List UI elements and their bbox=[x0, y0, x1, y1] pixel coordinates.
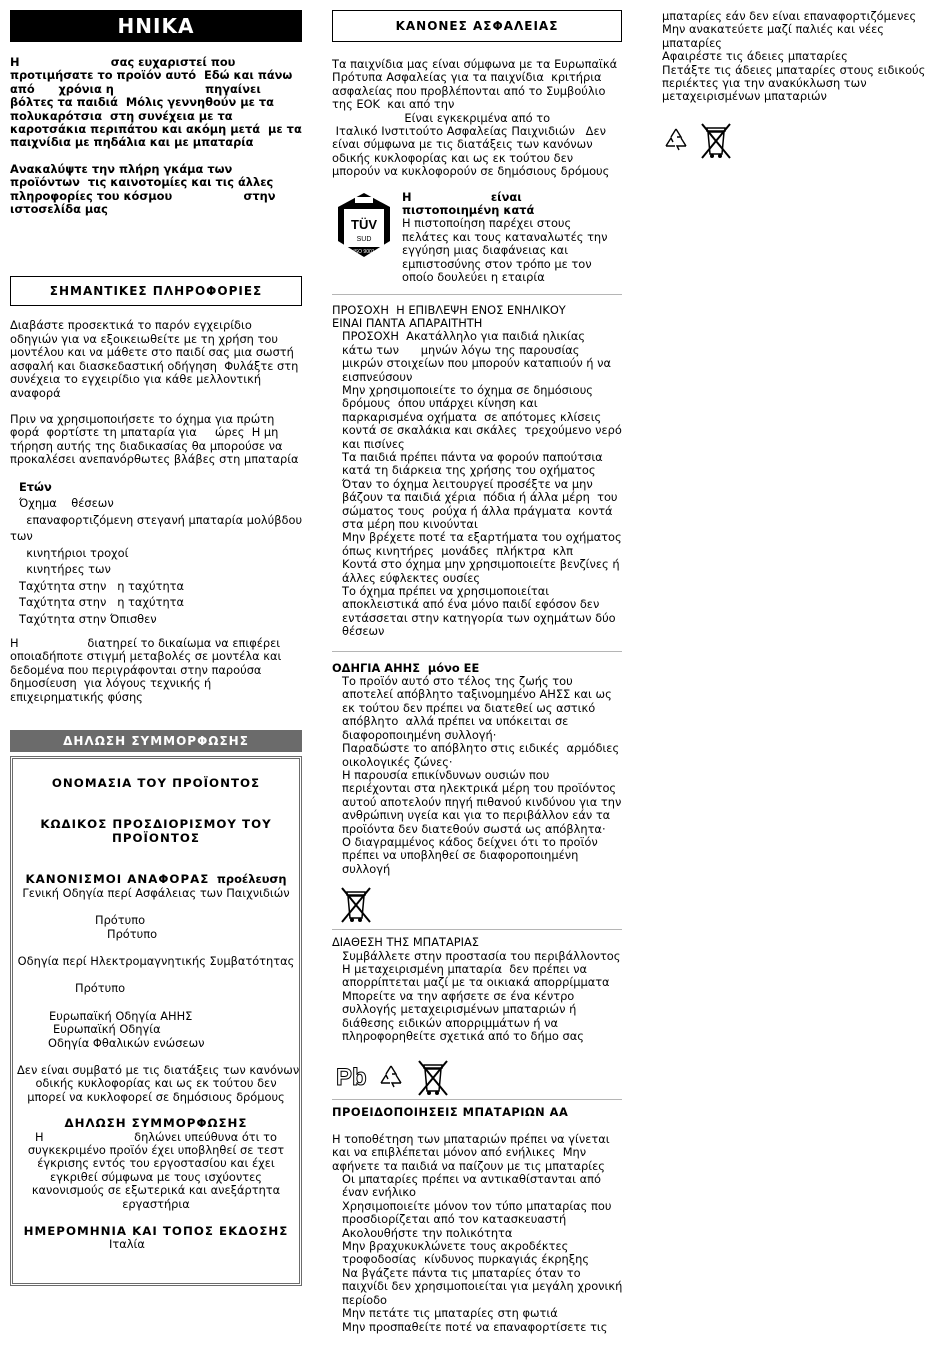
tuv-logo bbox=[332, 191, 402, 285]
page-title: ΗΝΙΚΑ bbox=[10, 10, 302, 42]
regulations-heading: ΚΑΝΟΝΙΣΜΟΙ ΑΝΑΦΟΡΑΣ προέλευση bbox=[25, 872, 287, 887]
important-info-heading: ΣΗΜΑΝΤΙΚΕΣ ΠΛΗΡΟΦΟΡΙΕΣ bbox=[10, 276, 302, 306]
discover-paragraph: Ανακαλύψτε την πλήρη γκάμα των προϊόντων τις καινοτομίες και τις άλλες πληροφορίες του κόσμου στην ιστοσελίδα μας bbox=[10, 161, 276, 217]
certification-text: Η είναι πιστοποιημένη κατά Η πιστοποίηση παρέχει στους πελάτες και τους καταναλωτές την εγγύηση μιας διαφάνειας και εμπιστοσύνης στον τρόπο με τον οποίο δουλεύει η εταιρία bbox=[402, 189, 608, 285]
svg-text:TÜV: TÜV bbox=[351, 216, 377, 232]
important-paragraph-1: Διαβάστε προσεκτικά το παρόν εγχειρίδιο οδηγιών για να εξοικειωθείτε με τη χρήση του μοντέλου και να μάθετε στο παιδί σας μια σωστή ασφαλή και διασκεδαστική οδήγηση Φυλάξτε στη συνέχεια το εγχειρίδιο για κάθε μελλοντική αναφορά bbox=[10, 318, 299, 400]
svg-text:SUD: SUD bbox=[356, 235, 372, 243]
disposal-icons bbox=[332, 1057, 622, 1097]
column-left bbox=[10, 10, 302, 1286]
safety-rules-heading: ΚΑΝΟΝΕΣ ΑΣΦΑΛΕΙΑΣ bbox=[332, 10, 622, 42]
battery-disposal-list: Συμβάλλετε στην προστασία του περιβάλλοντος Η μεταχειρισμένη μπαταρία δεν πρέπει να απορρίπτεται μαζί με τα οικιακά απορρίμματα Μπορείτε να την αφήσετε σε ένα κέντρο συλλογής μεταχειρισμένων μπαταριών ή διάθεσης ειδικών απορριμμάτων ή να πληροφορηθείτε σχετικά από το δήμο σας bbox=[342, 948, 621, 1043]
divider bbox=[332, 1099, 622, 1100]
specifications-list: Ετών Όχημα θέσεων επαναφορτιζόμενη στεγανή μπαταρία μολύβδου των κινητήριοι τροχοί κινητήρες των Ταχύτητα στην η ταχύτητα Ταχύτητα στην η ταχύτητα Ταχύτητα στην Όπισθεν bbox=[10, 479, 303, 626]
aa-battery-section: ΠΡΟΕΙΔΟΠΟΙΗΣΕΙΣ ΜΠΑΤΑΡΙΩΝ ΑΑ Η τοποθέτηση των μπαταριών πρέπει να γίνεται και να επιβλέπεται μόνον από ενήλικες Μην αφήνετε τα παιδιά να παίζουν με τις μπαταρίες Οι μπαταρίες πρέπει να αντικαθίστανται από έναν ενήλικο Χρησιμοποιείτε μόνον τον τύπο μπαταρίας που προσδιορίζεται από τον κατασκευαστή Ακολουθήστε την πολικότητα Μην βραχυκυκλώνετε τους ακροδέκτες τροφοδοσίας κίνδυνος πυρκαγιάς έκρηξης Να βγάζετε πάντα τις μπαταρίες όταν το παιχνίδι δεν χρησιμοποιείται για μεγάλη χρονική περίοδο Μην πετάτε τις μπαταρίες στη φωτιά Μην προσπαθείτε ποτέ να επαναφορτίσετε τις bbox=[332, 1105, 623, 1334]
conformity-heading-bar: ΔΗΛΩΣΗ ΣΥΜΜΟΡΦΩΣΗΣ bbox=[10, 730, 302, 752]
battery-continued-list: μπαταρίες εάν δεν είναι επαναφορτιζόμενες Μην ανακατεύετε μαζί παλιές και νέες μπαταρίες Αφαιρέστε τις άδειες μπαταρίες Πετάξτε τις άδειες μπαταρίες στους ειδικούς περιέκτες για την ανακύκλωση των μεταχειρισμένων μπαταριών bbox=[662, 9, 926, 104]
divider bbox=[332, 929, 622, 930]
product-name-heading: ΟΝΟΜΑΣΙΑ ΤΟΥ ΠΡΟΪΟΝΤΟΣ bbox=[51, 776, 261, 791]
certification-block bbox=[332, 191, 622, 285]
intro-paragraph: Η σας ευχαριστεί που προτιμήσατε το προϊόν αυτό Εδώ και πάνω από χρόνια η πηγαίνει βόλτες τα παιδιά Μόλις γεννηθούν με τα πολυκαρότσια στη συνέχεια με τα καροτσάκια περιπάτου και ακόμη μετά με τα παιχνίδια με πηδάλια και με μπαταρία bbox=[10, 55, 302, 150]
recycle-icon bbox=[377, 1063, 405, 1091]
battery-icons bbox=[662, 120, 932, 160]
safety-paragraph: Τα παιχνίδια μας είναι σύμφωνα με τα Ευρωπαϊκά Πρότυπα Ασφαλείας για τα παιχνίδια κριτήρια ασφαλείας που προβλέπονται από το Συμβούλιο της ΕΟΚ και από την Είναι εγκεκριμένα από το Ιταλικό Ινστιτούτο Ασφαλείας Παιχνιδιών Δεν είναι σύμφωνα με τις διατάξεις των κανόνων οδικής κυκλοφορίας και ως εκ τούτου δεν μπορούν να κυκλοφορούν σε δημόσιους δρόμους bbox=[332, 57, 618, 179]
rights-paragraph: Η διατηρεί το δικαίωμα να επιφέρει οποιαδήποτε στιγμή μεταβολές σε μοντέλα και δεδομένα που περιγράφονται στην παρούσα δημοσίευση για λόγους τεχνικής ή επιχειρηματικής φύσης bbox=[10, 636, 282, 704]
column-middle bbox=[332, 10, 622, 1334]
important-paragraph-2: Πριν να χρησιμοποιήσετε το όχημα για πρώτη φορά φορτίστε τη μπαταρία για ώρες Η μη τήρηση αυτής της διαδικασίας θα μπορούσε να προκαλέσει ανεπανόρθωτες βλάβες στη μπαταρία bbox=[10, 411, 299, 467]
recycle-icon bbox=[662, 126, 690, 154]
divider bbox=[332, 294, 622, 295]
weee-section: ΟΔΗΓΙΑ ΑΗΗΣ μόνο ΕΕ Το προϊόν αυτό στο τέλος της ζωής του αποτελεί απόβλητο ταξινομημένο ΑΗΣΣ και ως εκ τούτου δεν πρέπει να διατεθεί ως αστικό απόβλητο αλλά πρέπει να υπόκειται σε διαφοροποιημένη συλλογή· Παραδώστε το απόβλητο στις ειδικές αρμόδιες οικολογικές ζώνες· Η παρουσία επικίνδυνων ουσιών που περιέχονται στα ηλεκτρικά μέρη του προϊόντος αυτού αποτελούν πηγή πιθανού κινδύνου για την ανθρώπινη υγεία και για το περιβάλλον εάν τα προϊόντα δεν διατεθούν σωστά ως απόβλητα· Ο διαγραμμένος κάδος δείχνει ότι το προϊόν πρέπει να υποβληθεί σε διαφοροποιημένη συλλογή bbox=[332, 662, 622, 925]
aa-battery-list: Οι μπαταρίες πρέπει να αντικαθίστανται από έναν ενήλικο Χρησιμοποιείτε μόνον τον τύπο μπαταρίας που προσδιορίζεται από τον κατασκευαστή Ακολουθήστε την πολικότητα Μην βραχυκυκλώνετε τους ακροδέκτες τροφοδοσίας κίνδυνος πυρκαγιάς έκρηξης Να βγάζετε πάντα τις μπαταρίες όταν το παιχνίδι δεν χρησιμοποιείται για μεγάλη χρονική περίοδο Μην πετάτε τις μπαταρίες στη φωτιά Μην προσπαθείτε ποτέ να επαναφορτίσετε τις bbox=[342, 1172, 623, 1334]
warning-list: ΠΡΟΣΟΧΗ Ακατάλληλο για παιδιά ηλικίας κάτω των μηνών λόγω της παρουσίας μικρών στοιχείων που μπορούν καταπιούν ή να εισπνεύσουν Μην χρησιμοποιείτε το όχημα σε δημόσιους δρόμους όπου υπάρχει κίνηση και παρκαρισμένα οχήματα σε απότομες κλίσεις κοντά σε σκαλάκια και σκάλες τρεχούμενο νερό και πισίνες Τα παιδιά πρέπει πάντα να φορούν παπούτσια κατά τη διάρκεια της χρήσης του οχήματος Όταν το όχημα λειτουργεί προσέξτε να μην βάζουν τα παιδιά χέρια πόδια ή άλλα μέρη του σώματος τους ρούχα ή άλλα πράγματα κοντά στα μέρη που κινούνται Μην βρέχετε ποτέ τα εξαρτήματα του οχήματος όπως κινητήρες μονάδες πλήκτρα κλπ Κοντά στο όχημα μην χρησιμοποιείτε βενζίνες ή άλλες εύφλεκτες ουσίες Το όχημα πρέπει να χρησιμοποιείται αποκλειστικά από ένα μόνο παιδί εφόσον δεν εντάσσεται στην κατηγορία των οχημάτων δύο θέσεων bbox=[342, 329, 622, 639]
column-right bbox=[662, 10, 932, 160]
tuv-certification-icon bbox=[332, 191, 396, 259]
svg-text:ISO 9001: ISO 9001 bbox=[353, 248, 375, 255]
crossed-bin-icon bbox=[698, 120, 734, 160]
crossed-bin-icon bbox=[415, 1057, 451, 1097]
warning-section: ΠΡΟΣΟΧΗ Η ΕΠΙΒΛΕΨΗ ΕΝΟΣ ΕΝΗΛΙΚΟΥ ΕΙΝΑΙ ΠΑΝΤΑ ΑΠΑΡΑΙΤΗΤΗ ΠΡΟΣΟΧΗ Ακατάλληλο για παιδιά ηλικίας κάτω των μηνών λόγω της παρουσίας μικρών στοιχείων που μπορούν καταπιούν ή να εισπνεύσουν Μην χρησιμοποιείτε το όχημα σε δημόσιους δρόμους όπου υπάρχει κίνηση και παρκαρισμένα οχήματα σε απότομες κλίσεις κοντά σε σκαλάκια και σκάλες τρεχούμενο νερό και πισίνες Τα παιδιά πρέπει πάντα να φορούν παπούτσια κατά τη διάρκεια της χρήσης του οχήματος Όταν το όχημα λειτουργεί προσέξτε να μην βάζουν τα παιδιά χέρια πόδια ή άλλα μέρη του σώματος τους ρούχα ή άλλα πράγματα κοντά στα μέρη που κινούνται Μην βρέχετε ποτέ τα εξαρτήματα του οχήματος όπως κινητήρες μονάδες πλήκτρα κλπ Κοντά στο όχημα μην χρησιμοποιείτε βενζίνες ή άλλες εύφλεκτες ουσίες Το όχημα πρέπει να χρησιμοποιείται αποκλειστικά από ένα μόνο παιδί εφόσον δεν εντάσσεται στην κατηγορία των οχημάτων δύο θέσεων bbox=[332, 302, 622, 639]
pb-lead-icon: Pb bbox=[336, 1063, 367, 1091]
battery-disposal-section: ΔΙΑΘΕΣΗ ΤΗΣ ΜΠΑΤΑΡΙΑΣ Συμβάλλετε στην προστασία του περιβάλλοντος Η μεταχειρισμένη μπαταρία δεν πρέπει να απορρίπτεται μαζί με τα οικιακά απορρίμματα Μπορείτε να την αφήσετε σε ένα κέντρο συλλογής μεταχειρισμένων μπαταριών ή διάθεσης ειδικών απορριμμάτων ή να πληροφορηθείτε σχετικά από το δήμο σας Pb bbox=[332, 936, 622, 1097]
divider bbox=[332, 651, 622, 652]
crossed-bin-icon bbox=[338, 884, 374, 924]
conformity-box: ΟΝΟΜΑΣΙΑ ΤΟΥ ΠΡΟΪΟΝΤΟΣ ΚΩΔΙΚΟΣ ΠΡΟΣΔΙΟΡΙΣΜΟΥ ΤΟΥ ΠΡΟΪΟΝΤΟΣ ΚΑΝΟΝΙΣΜΟΙ ΑΝΑΦΟΡΑΣ προέλευση Γενική Οδηγία περί Ασφάλειας των Παιχνιδιών Πρότυπο Πρότυπο Οδηγία περί Ηλεκτρομαγνητικής Συμβατότητας Πρότυπο Ευρωπαϊκή Οδηγία ΑΗΗΣ Ευρωπαϊκή Οδηγία Οδηγία Φθαλικών ενώσεων Δεν είναι συμβατό με τις διατάξεις των κανόνων οδικής κυκλοφορίας και ως εκ τούτου δεν μπορεί να κυκλοφορεί σε δημόσιους δρόμους ΔΗΛΩΣΗ ΣΥΜΜΟΡΦΩΣΗΣ Η δηλώνει υπεύθυνα ότι το συγκεκριμένο προϊόν έχει υποβληθεί σε τεστ έγκρισης εντός του εργοστασίου και έχει εγκριθεί σύμφωνα με τους ισχύοντες κανονισμούς σε εξωτερικά και ανεξάρτητα εργαστήρια ΗΜΕΡΟΜΗΝΙΑ ΚΑΙ ΤΟΠΟΣ ΕΚΔΟΣΗΣ Ιταλία bbox=[10, 756, 302, 1286]
weee-list: Το προϊόν αυτό στο τέλος της ζωής του αποτελεί απόβλητο ταξινομημένο ΑΗΣΣ και ως εκ τούτου δεν πρέπει να διατεθεί ως αστικό απόβλητο αλλά πρέπει να υπόκειται σε διαφοροποιημένη συλλογή· Παραδώστε το απόβλητο στις ειδικές αρμόδιες οικολογικές ζώνες· Η παρουσία επικίνδυνων ουσιών που περιέχονται στα ηλεκτρικά μέρη του προϊόντος αυτού αποτελούν πηγή πιθανού κινδύνου για την ανθρώπινη υγεία και για το περιβάλλον εάν τα προϊόντα δεν διατεθούν σωστά ως απόβλητα· Ο διαγραμμένος κάδος δείχνει ότι το προϊόν πρέπει να υποβληθεί σε διαφοροποιημένη συλλογή bbox=[342, 674, 622, 876]
